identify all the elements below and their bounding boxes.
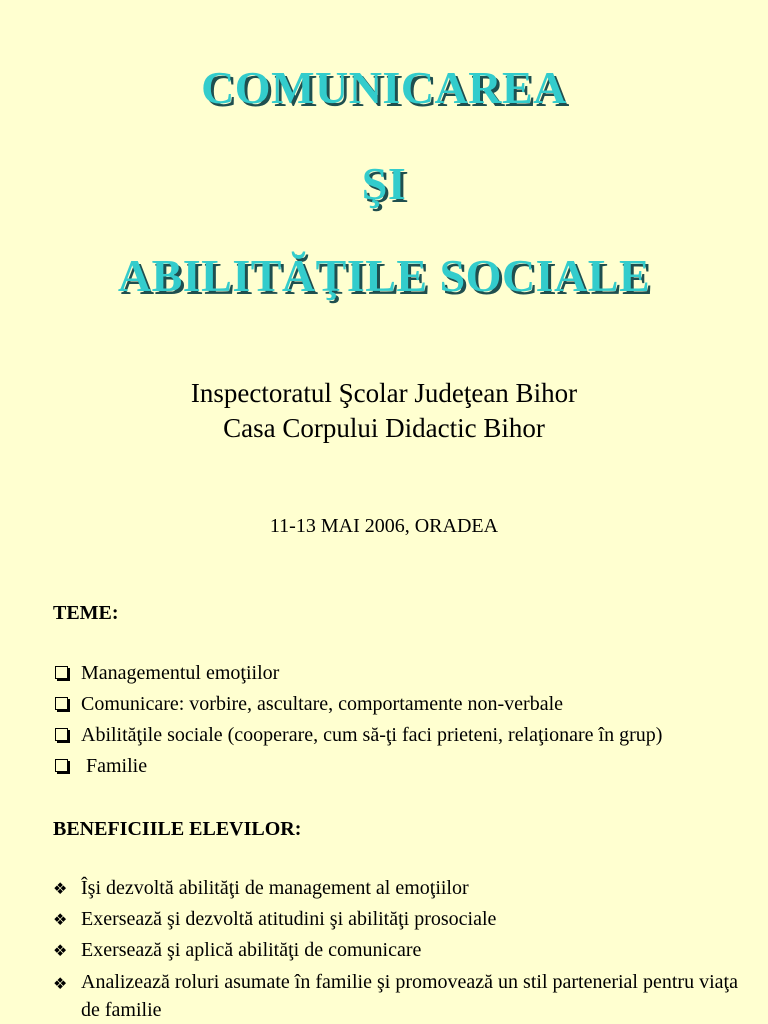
- diamond-four-petal-icon: ❖: [53, 879, 68, 898]
- institution-line-2: Casa Corpului Didactic Bihor: [223, 413, 545, 443]
- checkbox-square-icon: [55, 759, 68, 772]
- list-item: [53, 873, 743, 904]
- title-line-3: ABILITĂŢILE SOCIALE: [117, 250, 651, 301]
- teme-heading: TEME:: [53, 602, 119, 624]
- title-line-2: ŞI: [361, 158, 407, 209]
- list-item: [53, 658, 743, 689]
- list-item: [53, 751, 743, 782]
- title-line-1: COMUNICAREA: [201, 62, 567, 113]
- diamond-four-petal-icon: ❖: [53, 941, 68, 960]
- checkbox-square-icon: [55, 697, 68, 710]
- list-item-text: Abilităţile sociale (cooperare, cum să-ţi faci prieteni, relaţionare în grup): [81, 724, 663, 746]
- list-item-text: Exersează şi dezvoltă atitudini şi abilităţi prosociale: [81, 908, 497, 930]
- diamond-four-petal-icon: ❖: [53, 910, 68, 929]
- diamond-four-petal-icon: ❖: [53, 974, 68, 993]
- list-item: [53, 689, 743, 720]
- checkbox-square-icon: [55, 666, 68, 679]
- teme-list: [53, 658, 743, 782]
- checkbox-square-icon: [55, 728, 68, 741]
- list-item-text: Îşi dezvoltă abilităţi de management al emoţiilor: [81, 877, 469, 899]
- list-item: [53, 935, 743, 966]
- institution-line-1: Inspectoratul Şcolar Judeţean Bihor: [190, 378, 578, 408]
- list-item: [53, 904, 743, 935]
- list-item-text: Managementul emoţiilor: [81, 662, 280, 684]
- list-item-text: Analizează roluri asumate în familie şi promovează un stil partenerial pentru viaţa de familie: [81, 971, 738, 1021]
- beneficii-heading: BENEFICIILE ELEVILOR:: [53, 818, 302, 840]
- list-item-text: Comunicare: vorbire, ascultare, comportamente non-verbale: [81, 693, 564, 715]
- list-item: [53, 720, 743, 751]
- event-date: 11-13 MAI 2006, ORADEA: [269, 515, 499, 537]
- list-item-text: Familie: [81, 755, 148, 777]
- beneficii-list: [53, 873, 743, 1024]
- list-item-text: Exersează şi aplică abilităţi de comunicare: [81, 939, 422, 961]
- list-item: [53, 968, 743, 1024]
